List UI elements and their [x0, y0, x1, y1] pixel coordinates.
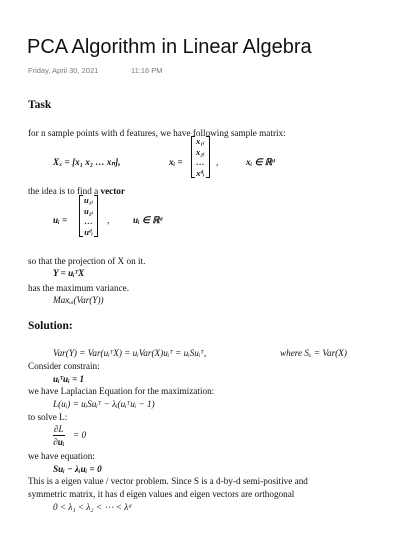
projection-equation: Y = uᵢᵀX	[53, 268, 85, 278]
derivative-denominator: ∂uᵢ	[53, 437, 65, 447]
objective: Maxᵤᵢ(Var(Y))	[53, 295, 104, 305]
laplacian-text: we have Laplacian Equation for the maximization:	[28, 386, 215, 396]
derivative-numerator: ∂L	[54, 424, 64, 434]
equation-text: we have equation:	[28, 451, 95, 461]
u-vector-entry: u₂ᵢ	[84, 205, 94, 216]
find-vector-text	[28, 186, 125, 197]
u-vector-entry: uᵈᵢ	[84, 226, 93, 237]
x-vector-entry: …	[196, 157, 205, 168]
page-date: Friday, April 30, 2021	[28, 66, 99, 75]
solve-text: to solve L:	[28, 412, 68, 422]
find-vector-bold: vector	[100, 186, 125, 196]
eigenvalue-ordering: 0 < λ₁ < λ₂ < ⋯ < λᵈ	[53, 502, 132, 512]
u-vector-comma: ,	[107, 215, 110, 225]
variance-equation: Var(Y) = Var(uᵢᵀX) = uᵢVar(X)uᵢᵀ = uᵢSuᵢᵀ,	[53, 348, 207, 358]
eigen-equation: Suᵢ − λᵢuᵢ = 0	[53, 464, 102, 474]
x-vector-entry: xᵈᵢ	[196, 167, 205, 178]
variance-text: has the maximum variance.	[28, 283, 130, 293]
x-domain: xᵢ ∈ ℝᵈ	[246, 157, 275, 167]
projection-text: so that the projection of X on it.	[28, 256, 146, 266]
u-vector	[79, 195, 98, 237]
u-vector-entry: u₁ᵢ	[84, 195, 94, 205]
page-time: 11:16 PM	[131, 66, 163, 75]
sample-matrix-definition: Xₓ = [x₁ x₂ … xₙ],	[53, 157, 121, 167]
solution-heading: Solution:	[28, 320, 73, 332]
x-vector	[191, 136, 210, 178]
u-vector-entry: …	[84, 216, 93, 227]
lagrangian-equation: L(uᵢ) = uᵢSuᵢᵀ − λᵢ(uᵢᵀuᵢ − 1)	[53, 399, 155, 409]
derivative-rhs: = 0	[73, 430, 87, 440]
x-vector-entry: x₂ᵢ	[196, 146, 205, 157]
x-vector-lhs: xᵢ =	[169, 157, 183, 167]
x-vector-entry: x₁ᵢ	[196, 136, 205, 146]
constrain-text: Consider constrain:	[28, 361, 100, 371]
task-heading: Task	[28, 99, 52, 111]
derivative-fraction	[53, 424, 65, 447]
u-vector-lhs: uᵢ =	[53, 215, 68, 225]
conclusion-line-2: symmetric matrix, it has d eigen values and eigen vectors are orthogonal	[28, 489, 295, 499]
task-intro: for n sample points with d features, we have following sample matrix:	[28, 128, 286, 138]
conclusion-line-1: This is a eigen value / vector problem. Since S is a d-by-d semi-positive and	[28, 476, 308, 486]
find-vector-lead: the idea is to find a	[28, 186, 99, 196]
u-domain: uᵢ ∈ ℝᵈ	[133, 215, 163, 225]
page-title: PCA Algorithm in Linear Algebra	[27, 36, 312, 58]
covariance-definition: where Sₓ = Var(X)	[280, 348, 347, 358]
x-vector-comma: ,	[216, 157, 219, 167]
constraint-equation: uᵢᵀuᵢ = 1	[53, 374, 85, 384]
